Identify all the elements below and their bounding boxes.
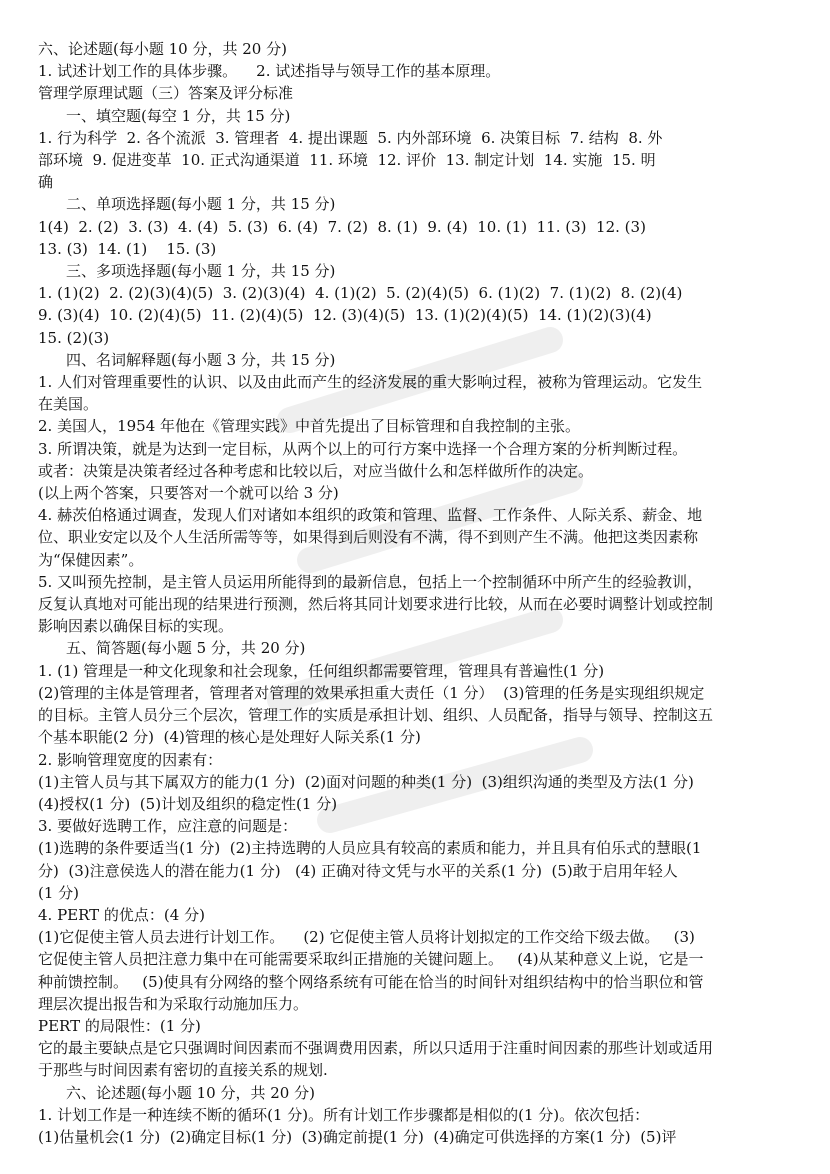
text-line: 3. 要做好选聘工作，应注意的问题是： bbox=[38, 817, 298, 836]
text-line: 1. (1) 管理是一种文化现象和社会现象，任何组织都需要管理，管理具有普遍性(1 分) bbox=[38, 661, 605, 680]
text-line: 它促使主管人员把注意力集中在可能需要采取纠正措施的关键问题上。 (4)从某种意义上说，它是一 bbox=[38, 950, 704, 969]
text-line: PERT 的局限性：(1 分) bbox=[38, 1016, 201, 1035]
text-line: (4)授权(1 分) (5)计划及组织的稳定性(1 分) bbox=[38, 794, 338, 813]
text-line: 或者：决策是决策者经过各种考虑和比较以后，对应当做什么和怎样做所作的决定。 bbox=[38, 461, 594, 480]
text-line: 种前馈控制。 (5)使具有分网络的整个网络系统有可能在恰当的时间针对组织结构中的恰当职位和管 bbox=[38, 972, 704, 991]
text-line: 部环境 9. 促进变革 10. 正式沟通渠道 11. 环境 12. 评价 13. 制定计划 14. 实施 15. 明 bbox=[38, 151, 656, 170]
text-line: 确 bbox=[38, 173, 54, 192]
text-line: 分) (3)注意侯选人的潜在能力(1 分) (4) 正确对待文凭与水平的关系(1 分) (5)敢于启用年轻人 bbox=[38, 861, 678, 880]
section-heading: 二、单项选择题(每小题 1 分，共 15 分) bbox=[66, 195, 336, 214]
text-line: 9. (3)(4) 10. (2)(4)(5) 11. (2)(4)(5) 12. (3)(4)(5) 13. (1)(2)(4)(5) 14. (1)(2)(3)(4) bbox=[38, 306, 652, 325]
section-heading: 四、名词解释题(每小题 3 分，共 15 分) bbox=[66, 350, 336, 369]
text-line: 于那些与时间因素有密切的直接关系的规划. bbox=[38, 1061, 328, 1080]
text-line: 位、职业安定以及个人生活所需等等，如果得到后则没有不满，得不到则产生不满。他把这类因素称 bbox=[38, 528, 699, 547]
text-line: 13. (3) 14. (1) 15. (3) bbox=[38, 239, 217, 258]
text-line: 5. 又叫预先控制，是主管人员运用所能得到的最新信息，包括上一个控制循环中所产生的经验教训， bbox=[38, 572, 703, 591]
text-line: 3. 所谓决策，就是为达到一定目标，从两个以上的可行方案中选择一个合理方案的分析判断过程。 bbox=[38, 439, 688, 458]
text-line: (以上两个答案，只要答对一个就可以给 3 分) bbox=[38, 484, 339, 503]
text-line: 1. (1)(2) 2. (2)(3)(4)(5) 3. (2)(3)(4) 4. (1)(2) 5. (2)(4)(5) 6. (1)(2) 7. (1)(2) 8. (2)(4) bbox=[38, 284, 683, 303]
text-line: 1. 人们对管理重要性的认识、以及由此而产生的经济发展的重大影响过程，被称为管理运动。它发生 bbox=[38, 373, 703, 392]
text-line: 2. 美国人，1954 年他在《管理实践》中首先提出了目标管理和自我控制的主张。 bbox=[38, 417, 581, 436]
text-line: 影响因素以确保目标的实现。 bbox=[38, 617, 234, 636]
text-line: 在美国。 bbox=[38, 395, 99, 414]
text-line: 1. 试述计划工作的具体步骤。 2. 试述指导与领导工作的基本原理。 bbox=[38, 62, 501, 81]
text-line: 1(4) 2. (2) 3. (3) 4. (4) 5. (3) 6. (4) 7. (2) 8. (1) 9. (4) 10. (1) 11. (3) 12. (3) bbox=[38, 217, 646, 236]
text-line: 管理学原理试题（三）答案及评分标准 bbox=[38, 84, 294, 103]
text-line: 2. 影响管理宽度的因素有： bbox=[38, 750, 223, 769]
section-heading: 三、多项选择题(每小题 1 分，共 15 分) bbox=[66, 262, 336, 281]
text-line: 1. 计划工作是一种连续不断的循环(1 分)。所有计划工作步骤都是相似的(1 分)。依次包括： bbox=[38, 1105, 650, 1124]
section-heading: 一、填空题(每空 1 分，共 15 分) bbox=[66, 106, 291, 125]
text-line: (1 分) bbox=[38, 883, 80, 902]
text-line: (1)选聘的条件要适当(1 分) (2)主持选聘的人员应具有较高的素质和能力，并且具有伯乐式的慧眼(1 bbox=[38, 839, 702, 858]
text-line: (1)主管人员与其下属双方的能力(1 分) (2)面对问题的种类(1 分) (3)组织沟通的类型及方法(1 分) bbox=[38, 772, 694, 791]
text-line: 理层次提出报告和为采取行动施加压力。 bbox=[38, 994, 309, 1013]
text-line: 反复认真地对可能出现的结果进行预测，然后将其同计划要求进行比较，从而在必要时调整计划或控制 bbox=[38, 595, 714, 614]
text-line: 六、论述题(每小题 10 分，共 20 分) bbox=[38, 40, 287, 58]
section-heading: 六、论述题(每小题 10 分，共 20 分) bbox=[66, 1083, 315, 1102]
text-line: (1)估量机会(1 分) (2)确定目标(1 分) (3)确定前提(1 分) (4)确定可供选择的方案(1 分) (5)评 bbox=[38, 1127, 677, 1146]
text-line: 4. PERT 的优点：(4 分) bbox=[38, 905, 205, 924]
text-line: 为“保健因素”。 bbox=[38, 550, 144, 569]
text-line: 4. 赫茨伯格通过调查，发现人们对诸如本组织的政策和管理、监督、工作条件、人际关系、薪金、地 bbox=[38, 506, 703, 525]
text-line: (1)它促使主管人员去进行计划工作。 (2) 它促使主管人员将计划拟定的工作交给下级去做。 (3) bbox=[38, 928, 695, 947]
text-line: 15. (2)(3) bbox=[38, 328, 110, 347]
text-line: 个基本职能(2 分) (4)管理的核心是处理好人际关系(1 分) bbox=[38, 728, 421, 747]
text-line: 的目标。主管人员分三个层次，管理工作的实质是承担计划、组织、人员配备，指导与领导、控制这五 bbox=[38, 706, 714, 725]
answer-document bbox=[38, 38, 794, 1148]
section-heading: 五、简答题(每小题 5 分，共 20 分) bbox=[66, 639, 306, 658]
text-line: 它的最主要缺点是它只强调时间因素而不强调费用因素，所以只适用于注重时间因素的那些计划或适用 bbox=[38, 1039, 714, 1058]
text-line: (2)管理的主体是管理者，管理者对管理的效果承担重大责任（1 分） (3)管理的任务是实现组织规定 bbox=[38, 683, 705, 702]
text-line: 1. 行为科学 2. 各个流派 3. 管理者 4. 提出课题 5. 内外部环境 6. 决策目标 7. 结构 8. 外 bbox=[38, 128, 663, 147]
